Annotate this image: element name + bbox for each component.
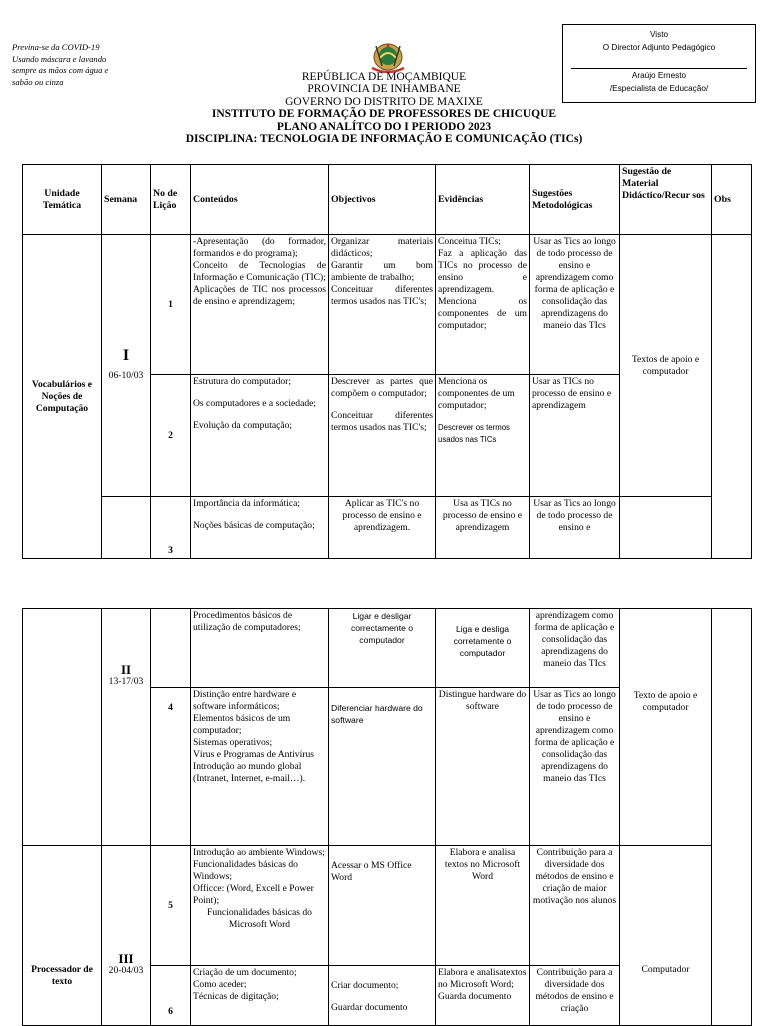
week-cell-empty	[102, 497, 151, 559]
content-item: Técnicas de digitação;	[193, 991, 279, 1002]
evidence-cell: Liga e desliga corretamente o computador	[436, 609, 530, 688]
approval-title: Visto	[649, 30, 669, 39]
header-republic: REPÚBLICA DE MOÇAMBIQUE	[301, 71, 467, 83]
evidence-cell: Usa as TICs no processo de ensino e aprendizagem	[436, 497, 530, 559]
material-cell: Textos de apoio e computador	[620, 235, 712, 497]
content-item: Sistemas operativos;	[193, 737, 273, 748]
contents-cell	[191, 375, 329, 497]
objective-item: Guardar documento	[331, 1002, 408, 1013]
content-item: Estrutura do computador;	[193, 376, 292, 387]
obs-cell	[712, 609, 752, 1026]
week-dates: 20-04/03	[108, 965, 144, 976]
unit-cell: Vocabulários e Noções de Computação	[23, 235, 102, 559]
header-plan: PLANO ANALÍTCO DO I PERIODO 2023	[276, 120, 492, 133]
suggestions-cell: Usar as Tics ao longo de todo processo de ensino e aprendizagem como forma de aplicação e consolidação das aprendizagens do maneio das TIcs	[530, 688, 620, 846]
contents-cell	[191, 966, 329, 1026]
approver-name: Araújo Ernesto	[631, 71, 687, 80]
content-item: Vírus e Programas de Antivírus	[193, 749, 314, 760]
obs-cell	[712, 235, 752, 559]
objectives-cell: Aplicar as TIC's no processo de ensino e aprendizagem.	[329, 497, 436, 559]
lesson-number: 3	[151, 497, 191, 559]
week-cell	[102, 609, 151, 846]
suggestions-cell: Contribuição para a diversidade dos métodos de ensino e criação de maior motivação nos alunos	[530, 846, 620, 966]
lesson-number: 6	[151, 966, 191, 1026]
week-number: II	[120, 662, 132, 677]
objectives-cell: Ligar e desligar correctamente o computador	[329, 609, 436, 688]
content-item: Elementos básicos de um computador;	[193, 713, 291, 736]
content-item: Introdução ao mundo global (Intranet, Internet, e-mail…).	[193, 761, 306, 784]
col-obs-header: Obs	[712, 165, 752, 235]
objective-item: Garantir um bom ambiente de trabalho;	[331, 260, 433, 283]
material-cell: Computador	[620, 846, 712, 1026]
evidence-item: Elabora e analisatextos no Microsoft Word;	[438, 967, 527, 990]
week-dates: 13-17/03	[108, 676, 144, 687]
col-material-header: Sugestão de Material Didáctico/Recur sos	[620, 165, 712, 235]
lesson-number: 1	[151, 235, 191, 375]
objective-item: Organizar materiais didácticos;	[331, 236, 433, 259]
content-item: Evolução da computação;	[193, 420, 293, 431]
content-item: Introdução ao ambiente Windows;	[193, 847, 325, 858]
header-district: GOVERNO DO DISTRITO DE MAXIXE	[285, 95, 483, 108]
content-item: Procedimentos básicos de utilização de computadores;	[193, 610, 301, 633]
week-cell	[102, 235, 151, 497]
content-item: Conceito de Tecnologias de Informação e Comunicação (TIC);	[193, 260, 326, 283]
col-lesson-header: No de Lição	[151, 165, 191, 235]
content-item: Distinção entre hardware e software informáticos;	[193, 689, 297, 712]
col-evidence-header: Evidências	[436, 165, 530, 235]
week-dates: 06-10/03	[108, 369, 144, 381]
objectives-cell: Acessar o MS Office Word	[329, 846, 436, 966]
unit-cell: Processador de texto	[23, 846, 102, 1026]
lesson-number: 5	[151, 846, 191, 966]
suggestions-cell: Usar as TICs no processo de ensino e aprendizagem	[530, 375, 620, 497]
lesson-number: 2	[151, 375, 191, 497]
week-number: III	[118, 951, 134, 966]
signature-line	[571, 68, 747, 69]
content-item: -Apresentação (do formador, formandos e do programa);	[193, 236, 326, 259]
content-item: Aplicações de TIC nos processos de ensino e aprendizagem;	[193, 284, 326, 307]
col-unit-header: Unidade Temática	[23, 165, 102, 235]
table-row	[23, 846, 752, 966]
table-header-row	[23, 165, 752, 235]
mozambique-emblem-icon	[366, 38, 410, 74]
evidence-item: Menciona os componentes de um computador;	[438, 296, 527, 331]
content-item: Funcionalidades básicas do Microsoft Word	[207, 907, 312, 930]
evidence-item: Menciona os componentes de um computador;	[438, 376, 515, 411]
content-item: Funcionalidades básicas do Windows;	[193, 859, 298, 882]
evidence-item: Faz a aplicação das TICs no processo de ensino e aprendizagem.	[438, 248, 527, 295]
evidence-cell: Elabora e analisa textos no Microsoft Word	[436, 846, 530, 966]
col-week-header: Semana	[102, 165, 151, 235]
suggestions-cell: Contribuição para a diversidade dos métodos de ensino e criação	[530, 966, 620, 1026]
week-cell	[102, 846, 151, 1026]
col-objectives-header: Objectivos	[329, 165, 436, 235]
approval-role: O Director Adjunto Pedagógico	[602, 43, 716, 52]
evidence-item: Guarda documento	[438, 991, 512, 1002]
contents-cell	[191, 609, 329, 688]
covid-note: Previna-se da COVID-19 Usando máscara e lavando sempre as mãos com água e sabão ou cinza	[12, 42, 109, 87]
contents-cell	[191, 688, 329, 846]
contents-cell	[191, 235, 329, 375]
approver-position: /Especialista de Educação/	[609, 84, 709, 93]
document-header	[0, 71, 768, 145]
content-item: Criação de um documento;	[193, 967, 297, 978]
content-item: Como aceder;	[193, 979, 247, 990]
objectives-cell	[329, 375, 436, 497]
content-item: Officce: (Word, Excell e Power Point);	[193, 883, 314, 906]
objective-item: Descrever as partes que compõem o computador;	[331, 376, 433, 399]
header-discipline: DISCIPLINA: TECNOLOGIA DE INFORMAÇÃO E COMUNICAÇÃO (TICs)	[185, 133, 583, 146]
objectives-cell	[329, 966, 436, 1026]
evidence-cell	[436, 966, 530, 1026]
col-suggestions-header: Sugestões Metodológicas	[530, 165, 620, 235]
objective-item: Conceituar diferentes termos usados nas TIC's;	[331, 410, 433, 433]
content-item: Importância da informática;	[193, 498, 301, 509]
col-contents-header: Conteúdos	[191, 165, 329, 235]
material-cell: Texto de apoio e computador	[620, 609, 712, 846]
suggestions-cell: Usar as Tics ao longo de todo processo de ensino e	[530, 497, 620, 559]
contents-cell	[191, 497, 329, 559]
lesson-number: 4	[151, 688, 191, 846]
evidence-cell	[436, 375, 530, 497]
suggestions-cell: aprendizagem como forma de aplicação e consolidação das aprendizagens do maneio das TIcs	[530, 609, 620, 688]
table-row	[23, 497, 752, 559]
unit-cell-empty	[23, 609, 102, 846]
material-cell-empty	[620, 497, 712, 559]
content-item: Noções básicas de computação;	[193, 520, 315, 531]
week-number: I	[122, 346, 130, 364]
objective-item: Conceituar diferentes termos usados nas TIC's;	[331, 284, 433, 307]
header-institute: INSTITUTO DE FORMAÇÃO DE PROFESSORES DE CHICUQUE	[211, 108, 557, 121]
evidence-item: Descrever os termos usados nas TICs	[438, 423, 510, 444]
contents-cell	[191, 846, 329, 966]
objective-item: Criar documento;	[331, 980, 399, 991]
objectives-cell: Diferenciar hardware do software	[329, 688, 436, 846]
plan-table-2	[22, 608, 752, 1026]
plan-table-1	[22, 164, 752, 559]
evidence-cell	[436, 235, 530, 375]
table-row	[23, 609, 752, 688]
suggestions-cell: Usar as Tics ao longo de todo processo de ensino e aprendizagem como forma de aplicação e consolidação das aprendizagens do maneio das TIcs	[530, 235, 620, 375]
objectives-cell	[329, 235, 436, 375]
evidence-cell: Distingue hardware do software	[436, 688, 530, 846]
evidence-item: Conceitua TICs;	[438, 236, 501, 247]
header-province: PROVINCIA DE INHAMBANE	[307, 83, 461, 96]
table-row	[23, 235, 752, 375]
lesson-number-empty	[151, 609, 191, 688]
content-item: Os computadores e a sociedade;	[193, 398, 317, 409]
